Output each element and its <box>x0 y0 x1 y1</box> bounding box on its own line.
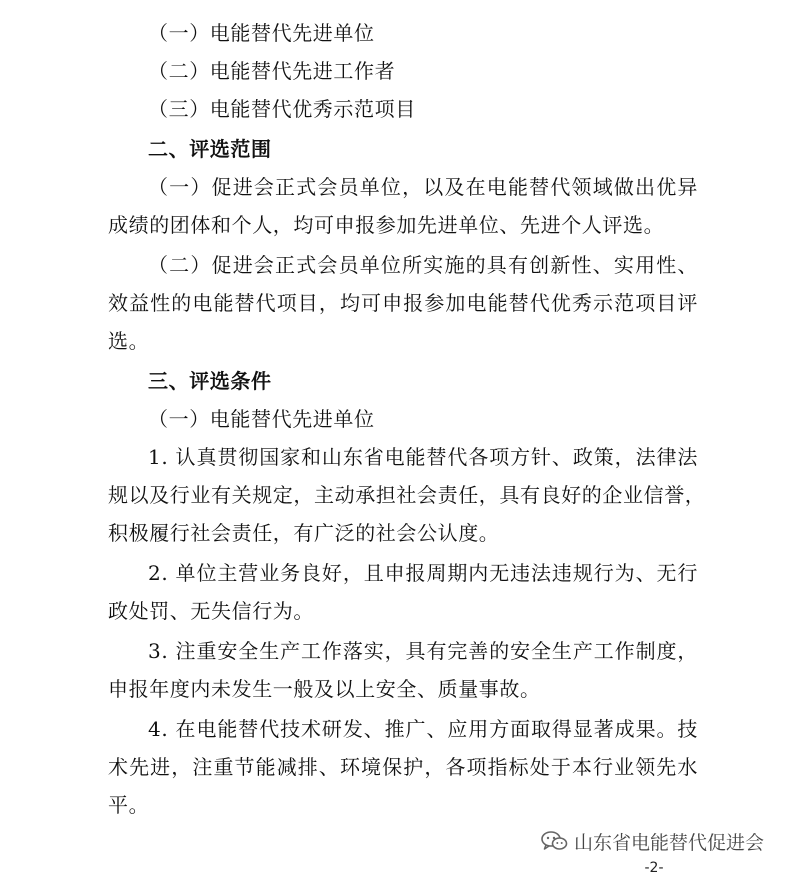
watermark-label: 山东省电能替代促进会 <box>574 831 765 854</box>
doc-line-item-2: （二）电能替代先进工作者 <box>148 59 396 83</box>
doc-paragraph-line: 效益性的电能替代项目，均可申报参加电能替代优秀示范项目评 <box>108 291 698 315</box>
doc-paragraph-line: 规以及行业有关规定，主动承担社会责任，具有良好的企业信誉， <box>108 483 706 507</box>
doc-paragraph-line: 4. 在电能替代技术研发、推广、应用方面取得显著成果。技 <box>148 717 698 741</box>
doc-paragraph-line: 平。 <box>108 793 150 817</box>
doc-paragraph-line: 3. 注重安全生产工作落实，具有完善的安全生产工作制度， <box>148 639 698 663</box>
doc-paragraph-line: 术先进，注重节能减排、环境保护，各项指标处于本行业领先水 <box>108 755 698 779</box>
doc-paragraph-line: 选。 <box>108 329 150 353</box>
page-number: -2- <box>644 860 664 876</box>
wechat-watermark <box>540 826 764 856</box>
doc-paragraph-line: 1. 认真贯彻国家和山东省电能替代各项方针、政策，法律法 <box>148 445 698 469</box>
doc-paragraph-line: 积极履行社会责任，有广泛的社会公认度。 <box>108 521 500 545</box>
doc-paragraph-line: 政处罚、无失信行为。 <box>108 599 314 623</box>
section-heading-scope: 二、评选范围 <box>148 137 272 161</box>
wechat-icon <box>540 830 568 852</box>
doc-paragraph-line: （二）促进会正式会员单位所实施的具有创新性、实用性、 <box>148 253 698 277</box>
doc-line-item-1: （一）电能替代先进单位 <box>148 21 375 45</box>
doc-paragraph-line: （一）促进会正式会员单位，以及在电能替代领域做出优异 <box>148 175 698 199</box>
doc-paragraph-line: 2. 单位主营业务良好，且申报周期内无违法违规行为、无行 <box>148 561 698 585</box>
doc-subheading: （一）电能替代先进单位 <box>148 407 375 431</box>
doc-paragraph-line: 申报年度内未发生一般及以上安全、质量事故。 <box>108 677 541 701</box>
doc-line-item-3: （三）电能替代优秀示范项目 <box>148 97 416 121</box>
section-heading-criteria: 三、评选条件 <box>148 369 272 393</box>
doc-paragraph-line: 成绩的团体和个人，均可申报参加先进单位、先进个人评选。 <box>108 213 665 237</box>
